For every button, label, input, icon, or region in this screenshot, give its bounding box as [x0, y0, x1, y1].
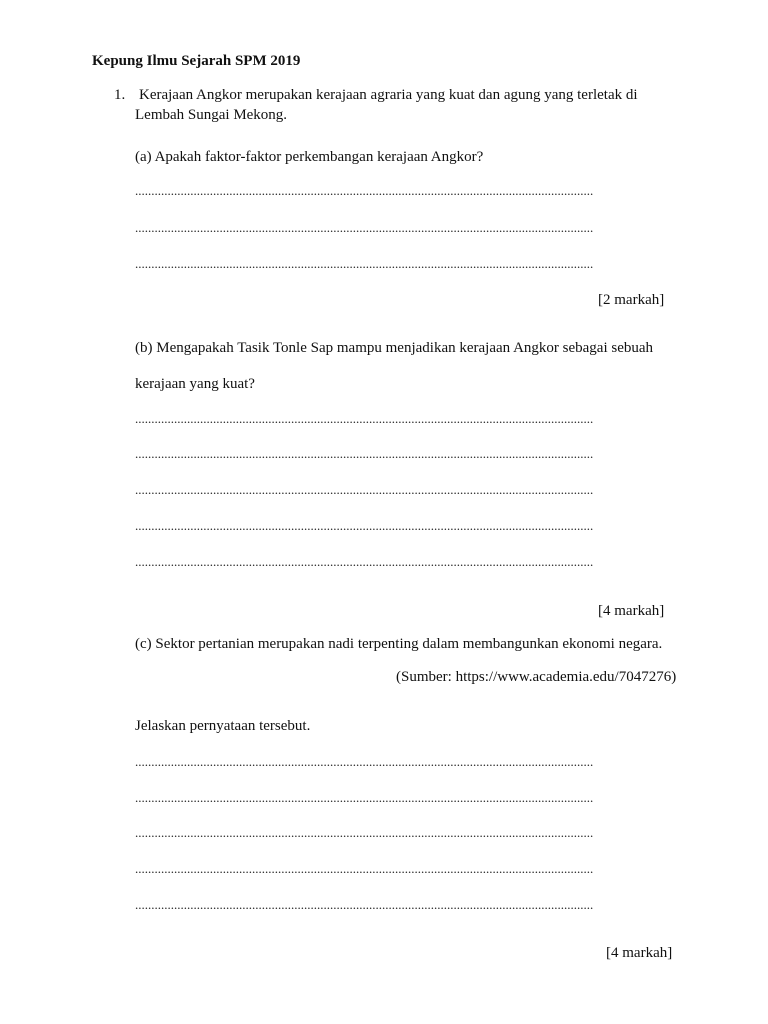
answer-line-b-2[interactable]: ............................................................................................................................................. — [135, 446, 594, 461]
part-a-marks: [2 markah] — [598, 292, 665, 308]
answer-line-c-4[interactable]: ............................................................................................................................................. — [135, 861, 594, 876]
answer-line-b-3[interactable]: ............................................................................................................................................. — [135, 482, 594, 497]
answer-line-a-2[interactable]: ............................................................................................................................................. — [135, 220, 594, 235]
answer-line-a-3[interactable]: ............................................................................................................................................. — [135, 256, 594, 271]
answer-line-c-1[interactable]: ............................................................................................................................................. — [135, 754, 594, 769]
question-number: 1. — [114, 87, 126, 103]
part-c-marks: [4 markah] — [606, 945, 673, 961]
answer-line-b-4[interactable]: ............................................................................................................................................. — [135, 518, 594, 533]
part-b-question-line-1: (b) Mengapakah Tasik Tonle Sap mampu menjadikan kerajaan Angkor sebagai sebuah — [135, 340, 654, 356]
part-b-question-line-2: kerajaan yang kuat? — [135, 376, 255, 392]
part-c-instruction: Jelaskan pernyataan tersebut. — [135, 718, 311, 734]
document-title: Kepung Ilmu Sejarah SPM 2019 — [92, 53, 301, 69]
part-b-marks: [4 markah] — [598, 603, 665, 619]
answer-line-c-3[interactable]: ............................................................................................................................................. — [135, 825, 594, 840]
part-a-question: (a) Apakah faktor-faktor perkembangan kerajaan Angkor? — [135, 149, 484, 165]
part-c-source: (Sumber: https://www.academia.edu/7047276) — [396, 669, 677, 685]
answer-line-c-2[interactable]: ............................................................................................................................................. — [135, 790, 594, 805]
answer-line-b-5[interactable]: ............................................................................................................................................. — [135, 554, 594, 569]
question-stem-line-1: Kerajaan Angkor merupakan kerajaan agraria yang kuat dan agung yang terletak di — [139, 87, 638, 103]
answer-line-c-5[interactable]: ............................................................................................................................................. — [135, 897, 594, 912]
answer-line-b-1[interactable]: ............................................................................................................................................. — [135, 411, 594, 426]
answer-line-a-1[interactable]: ............................................................................................................................................. — [135, 183, 594, 198]
question-stem-line-2: Lembah Sungai Mekong. — [135, 107, 288, 123]
part-c-statement: (c) Sektor pertanian merupakan nadi terpenting dalam membangunkan ekonomi negara. — [135, 636, 663, 652]
